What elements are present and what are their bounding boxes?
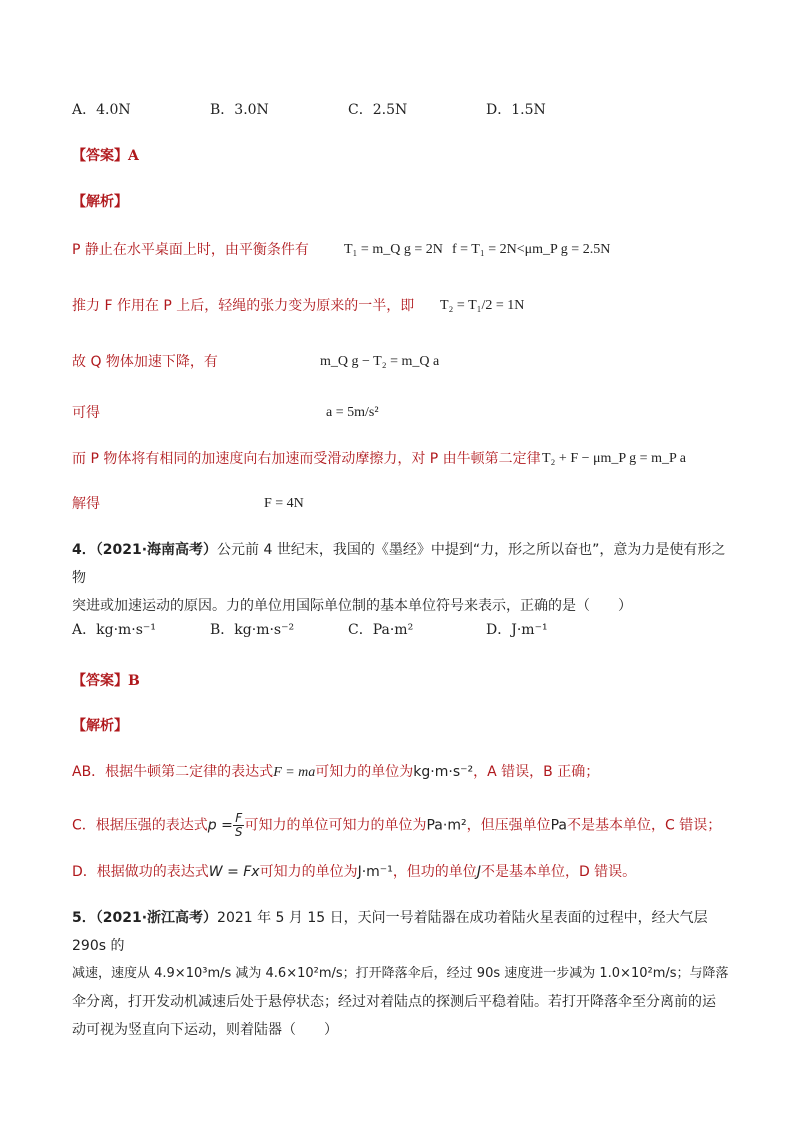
q3-step-5-text: 而 P 物体将有相同的加速度向右加速而受滑动摩擦力，对 P 由牛顿第二定律 [72,451,541,467]
q4-analysis-label: 【解析】 [72,718,128,734]
q4-option-d: D．J·m⁻¹ [486,622,548,638]
q3-option-d: D．1.5N [486,102,546,118]
q4-answer-label: 【答案】 [72,673,128,689]
q4-explanation-ab: AB．根据牛顿第二定律的表达式F = ma可知力的单位为kg·m·s⁻²，A 错误，B 正确； [72,764,600,780]
q3-step-4-text: 可得 [72,405,100,421]
q3-step-1-eq1: T₁ = m_Q g = 2N [344,242,443,257]
q4-option-c: C．Pa·m² [348,622,414,638]
q3-step-6-text: 解得 [72,496,100,512]
q3-answer [72,146,139,166]
q4-source: 4．（2021·海南高考） [72,542,218,558]
q4-stem [72,536,732,620]
q3-option-a: A．4.0N [72,102,131,118]
q3-step-3-text: 故 Q 物体加速下降，有 [72,354,218,370]
q4-option-a: A．kg·m·s⁻¹ [72,622,156,638]
q4-options [72,620,734,640]
q5-line-1: 5．（2021·浙江高考）2021 年 5 月 15 日，天问一号着陆器在成功着陆火星表面的过程中，经大气层 290s 的 [72,910,708,954]
q3-step-1-text: P 静止在水平桌面上时，由平衡条件有 [72,242,309,258]
q5-source: 5．（2021·浙江高考） [72,910,218,926]
q3-step-3-eq: m_Q g − T₂ = m_Q a [320,354,440,369]
q5-line-2: 减速，速度从 4.9×10³m/s 减为 4.6×10²m/s；打开降落伞后，经过 90s 速度进一步减为 1.0×10²m/s；与降落 [72,966,729,981]
q4-line-2: 突进或加速运动的原因。力的单位用国际单位制的基本单位符号来表示，正确的是（ ） [72,598,632,614]
q5-stem [72,904,732,1044]
q3-analysis-label: 【解析】 [72,194,128,210]
q4-answer-value: B [128,673,140,689]
q3-step-6-eq: F = 4N [264,496,304,511]
q5-line-4: 动可视为竖直向下运动，则着陆器（ ） [72,1022,338,1038]
q3-option-c: C．2.5N [348,102,408,118]
q3-options [72,100,734,120]
q3-step-5-eq: T₂ + F − μm_P g = m_P a [542,451,686,466]
q4-option-b: B．kg·m·s⁻² [210,622,295,638]
q3-answer-label: 【答案】 [72,148,128,164]
q3-step-1-eq2: f = T₁ = 2N<μm_P g = 2.5N [452,242,611,257]
q4-explanation-d: D．根据做功的表达式W = Fx可知力的单位为J·m⁻¹，但功的单位J不是基本单位，D 错误。 [72,864,637,880]
q4-answer [72,671,140,691]
q3-step-4-eq: a = 5m/s² [326,405,379,420]
q3-answer-value: A [128,148,139,164]
q3-step-2-text: 推力 F 作用在 P 上后，轻绳的张力变为原来的一半，即 [72,298,415,314]
q3-step-2-eq: T₂ = T₁/2 = 1N [440,298,525,313]
q4-line-1: 4．（2021·海南高考）公元前 4 世纪末，我国的《墨经》中提到“力，形之所以奋也”，意为力是使有形之物 [72,542,726,586]
q3-option-b: B．3.0N [210,102,269,118]
q5-line-3: 伞分离，打开发动机减速后处于悬停状态；经过对着陆点的探测后平稳着陆。若打开降落伞至分离前的运 [72,994,716,1010]
q4-explanation-c: C．根据压强的表达式p = $\frac{F}{S}$ 可知力的单位可知力的单位为Pa·m²，但压强单位Pa不是基本单位，C 错误； [72,811,722,839]
